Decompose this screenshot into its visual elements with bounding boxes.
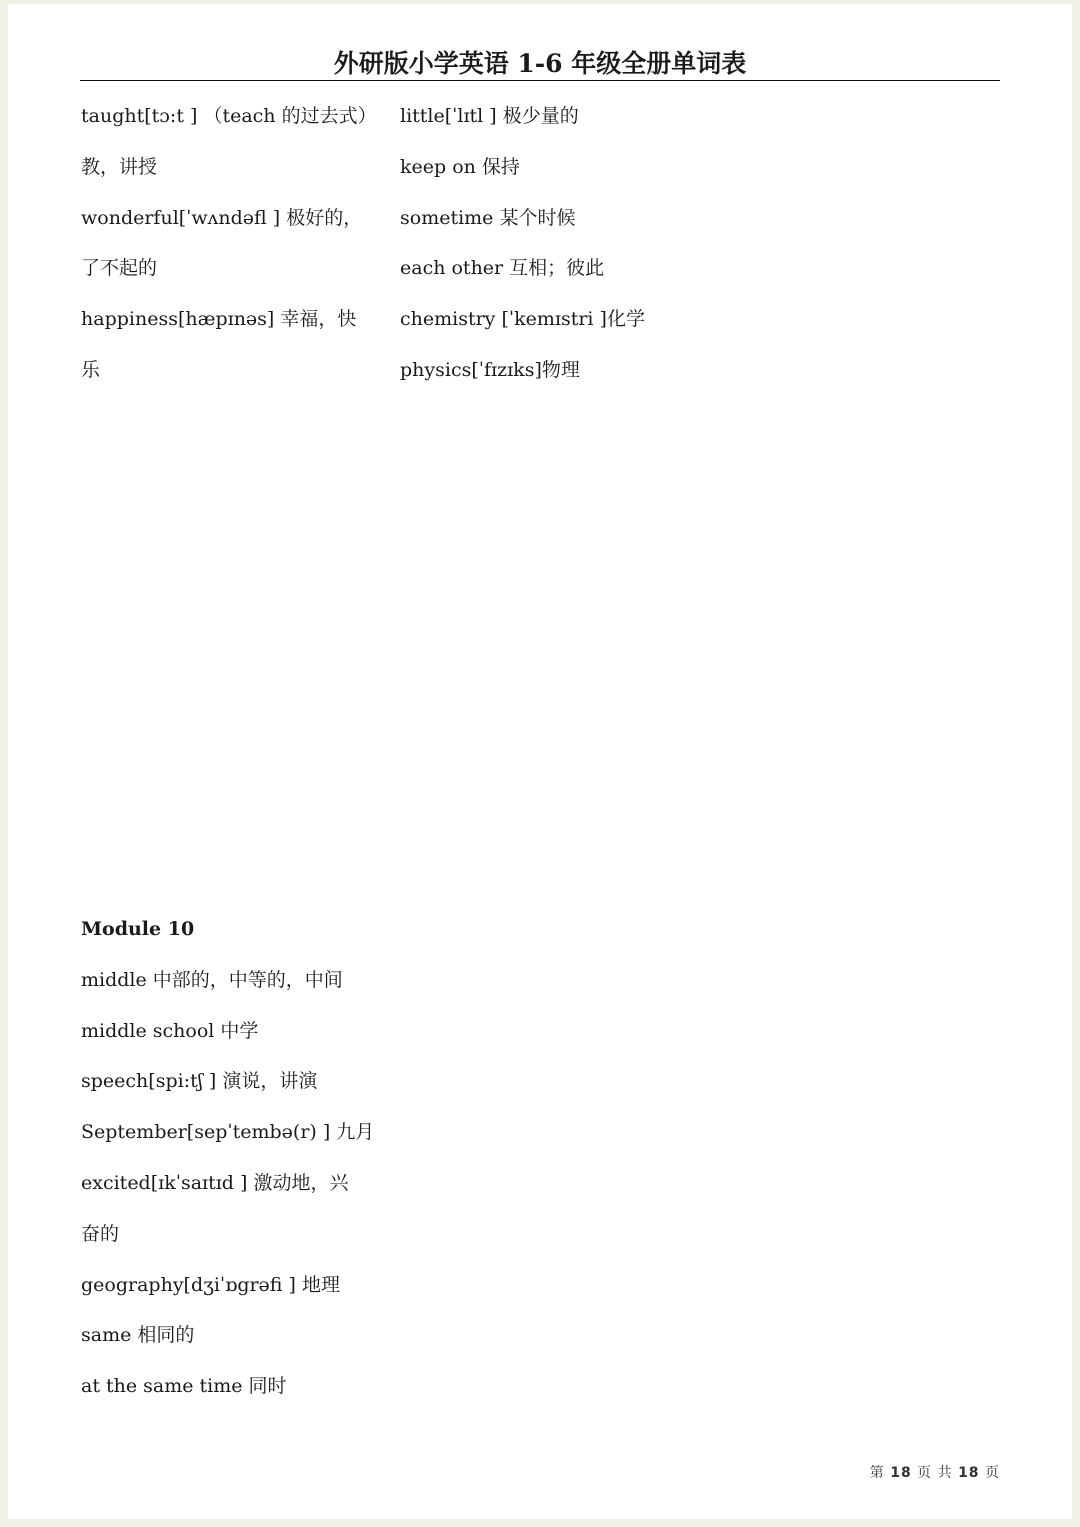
footer-suffix: 页: [985, 1465, 1000, 1481]
word-line: speech[spi:tʃ ] 演说，讲演: [81, 1070, 318, 1093]
word-line: sometime 某个时候: [400, 206, 576, 229]
word-line: same 相同的: [81, 1324, 195, 1347]
total-page-number: 18: [958, 1465, 980, 1481]
word-line: each other 互相；彼此: [400, 257, 605, 280]
word-line: middle 中部的，中等的，中间: [81, 968, 343, 991]
word-line: taught[tɔ:t ] （teach 的过去式）: [81, 105, 377, 127]
current-page-number: 18: [890, 1465, 912, 1481]
word-line: 乐: [81, 358, 101, 381]
module-10-section: [81, 913, 481, 1421]
footer-middle: 页 共: [917, 1465, 953, 1481]
word-line: geography[dʒiˈɒgrəfi ] 地理: [81, 1273, 340, 1296]
page-number-footer: [860, 1462, 1000, 1482]
word-line: physics[ˈfɪzɪks]物理: [400, 358, 580, 381]
word-line: chemistry [ˈkemɪstri ]化学: [400, 308, 645, 331]
word-line: 了不起的: [81, 257, 158, 280]
word-line: little[ˈlɪtl ] 极少量的: [400, 105, 579, 127]
document-header-title: 外研版小学英语 1-6 年级全册单词表: [333, 49, 747, 78]
word-line: wonderful[ˈwʌndəfl ] 极好的，: [81, 206, 363, 229]
right-word-column: [400, 100, 700, 405]
word-line: at the same time 同时: [81, 1375, 287, 1398]
module-title: Module 10: [81, 918, 195, 940]
word-line: September[sepˈtembə(r) ] 九月: [81, 1121, 375, 1144]
word-line: middle school 中学: [81, 1019, 259, 1042]
word-line: happiness[hæpɪnəs] 幸福，快: [81, 308, 357, 331]
left-word-column: [81, 100, 381, 405]
word-line: keep on 保持: [400, 155, 520, 178]
word-line: 奋的: [81, 1222, 120, 1245]
word-line: 教，讲授: [81, 155, 158, 178]
word-line: excited[ɪkˈsaɪtɪd ] 激动地，兴: [81, 1171, 349, 1194]
header-divider: [80, 80, 1000, 81]
footer-prefix: 第: [869, 1465, 885, 1481]
